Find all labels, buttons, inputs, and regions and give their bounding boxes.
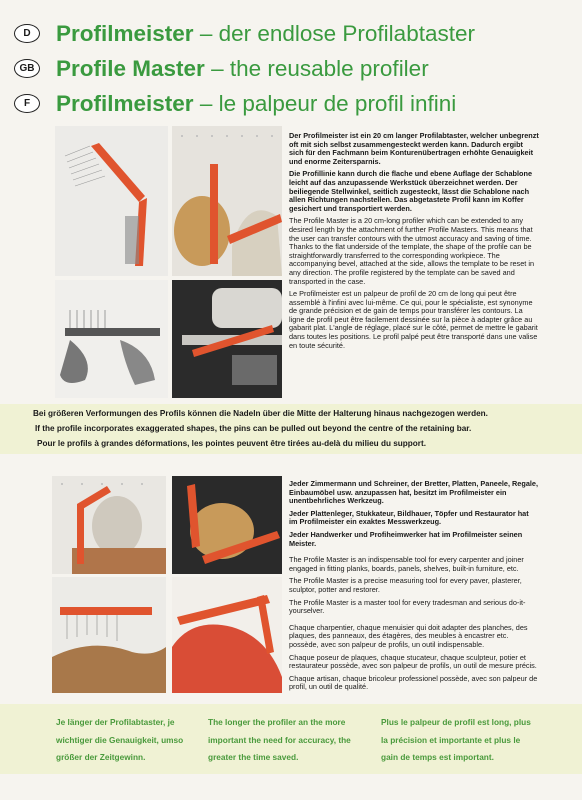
intro-de-paragraph-1: Der Profilmeister ist ein 20 cm langer Profilabtaster, welcher unbegrenzt oft mit sich selbst zusammengesteckt werden kann. Dadurch ergibt sich für den Fachmann beim Konturenübertragen erhöhte Genauigkeit und enorme Zeitersparnis. xyxy=(289,131,539,166)
brand-name: Profilmeister xyxy=(56,90,194,116)
slogan-de: Je länger der Profilabtaster, je wichtiger die Genauigkeit, umso größer der Zeitgewinn. xyxy=(56,717,184,762)
intro-text-column xyxy=(289,132,539,354)
title-rest: – le palpeur de profil infini xyxy=(193,90,457,116)
language-badge-gb: GB xyxy=(14,59,40,78)
usage-en-paragraph-2: The Profile Master is a precise measuring tool for every paver, plasterer, sculptor, potter and restorer. xyxy=(289,576,522,594)
brand-name: Profile Master xyxy=(56,55,205,81)
language-badge-fr: F xyxy=(14,94,40,113)
header-row-fr xyxy=(14,86,574,121)
usage-en-paragraph-3: The Profile Master is a master tool for every tradesman and serious do-it-yourselver. xyxy=(289,597,526,616)
usage-en-paragraph-1: The Profile Master is an indispensable tool for every carpenter and joiner engaged in fitting planks, boards, panels, shelves, built-in furniture, etc. xyxy=(289,555,524,573)
photo-profiler-bust xyxy=(52,476,166,574)
slogan-fr: Plus le palpeur de profil est long, plus la précision et importante et plus le gain de temps est important. xyxy=(381,717,531,762)
tip-de: Bei größeren Verformungen des Profils können die Nadeln über die Mitte der Halterung hinaus nachgezogen werden. xyxy=(33,409,488,418)
tip-band xyxy=(0,404,582,454)
photo-profiler-angled xyxy=(55,126,168,276)
header-row-gb xyxy=(14,51,574,86)
usage-text-column xyxy=(289,480,539,696)
title-rest: – the reusable profiler xyxy=(204,55,429,81)
usage-fr-paragraph-2: Chaque poseur de plaques, chaque stucateur, chaque sculpteur, potier et restaurateur possède, avec son palpeur de profils, un outil de mesure précis. xyxy=(289,652,537,671)
usage-de-paragraph-2: Jeder Plattenleger, Stukkateur, Bildhauer, Töpfer und Restaurator hat im Profilmeister ein exaktes Messwerkzeug. xyxy=(289,508,529,527)
photo-profiler-pottery xyxy=(172,476,282,574)
intro-en-paragraph: The Profile Master is a 20 cm-long profiler which can be extended to any desired length by the attachment of further Profile Masters. This means that the user can transfer contours with the utmost accuracy and saving of time. Thanks to the flat underside of the template, the shape of the profile can be straightforwardly transferred to the corresponding workpiece. The accompanying bevel, attached at the side, allows the template to be reset in any direction. The profile registered by the template can be saved and transported in the case. xyxy=(289,216,534,286)
title-fr xyxy=(56,91,456,117)
usage-de-paragraph-3: Jeder Handwerker und Profiheimwerker hat im Profilmeister seinen Meister. xyxy=(289,529,523,548)
title-rest: – der endlose Profilabtaster xyxy=(193,20,475,46)
slogan-band xyxy=(0,704,582,774)
usage-de-paragraph-1: Jeder Zimmermann und Schreiner, der Bretter, Platten, Paneele, Regale, Einbaumöbel usw. anzupassen hat, besitzt im Profilmeister ein unentbehrliches Werkzeug. xyxy=(289,479,538,506)
header-row-de xyxy=(14,16,574,51)
language-badge-de: D xyxy=(14,24,40,43)
tip-fr: Pour le profils à grandes déformations, les pointes peuvent être tirées au-delà du milieu du support. xyxy=(37,439,426,448)
intro-de-paragraph-2: Die Profillinie kann durch die flache und ebene Auflage der Schablone leicht auf das anzupassende Werkstück überzeichnet werden. Der beiliegende Stellwinkel, seitlich zugesteckt, lässt die Schablone nach allen Richtungen nachstellen. Das abgetastete Profil kann im Koffer gesichert und transportiert werden. xyxy=(289,169,533,213)
tip-en: If the profile incorporates exaggerated shapes, the pins can be pulled out beyond the centre of the retaining bar. xyxy=(35,424,472,433)
title-gb xyxy=(56,56,429,82)
title-de xyxy=(56,21,475,47)
brand-name: Profilmeister xyxy=(56,20,194,46)
photo-profiler-vase xyxy=(172,126,282,276)
photo-profiler-hand xyxy=(55,280,168,398)
usage-fr-paragraph-3: Chaque artisan, chaque bricoleur professionel possède, avec son palpeur de profil, un outil de qualité. xyxy=(289,673,538,692)
usage-fr-paragraph-1: Chaque charpentier, chaque menuisier qui doit adapter des planches, des plaques, des panneaux, des étagères, des meubles à encastrer etc. possède, avec son palpeur de profils, un outil indispensable. xyxy=(289,622,528,649)
photo-profiler-car xyxy=(172,577,282,693)
photo-profiler-furniture xyxy=(172,280,282,398)
header xyxy=(14,16,574,121)
slogan-en: The longer the profiler an the more important the need for accuracy, the greater the time saved. xyxy=(208,717,351,762)
photo-profiler-wood xyxy=(52,577,166,693)
intro-fr-paragraph: Le Profilmeister est un palpeur de profil de 20 cm de long qui peut être assemblé à l'infini avec lui-même. Ce qui, pour le spécialiste, est synonyme de grande précision et de gain de temps pour transférer les contours. La ligne de profil peut être facilement dessinée sur la pièce à adapter grâce au gabarit plat. L'angle de réglage, placé sur le côté, permet de mettre le gabarit dans toutes les positions. Le profil palpé peut être transporté dans une valise en toute sécurité. xyxy=(289,289,538,350)
